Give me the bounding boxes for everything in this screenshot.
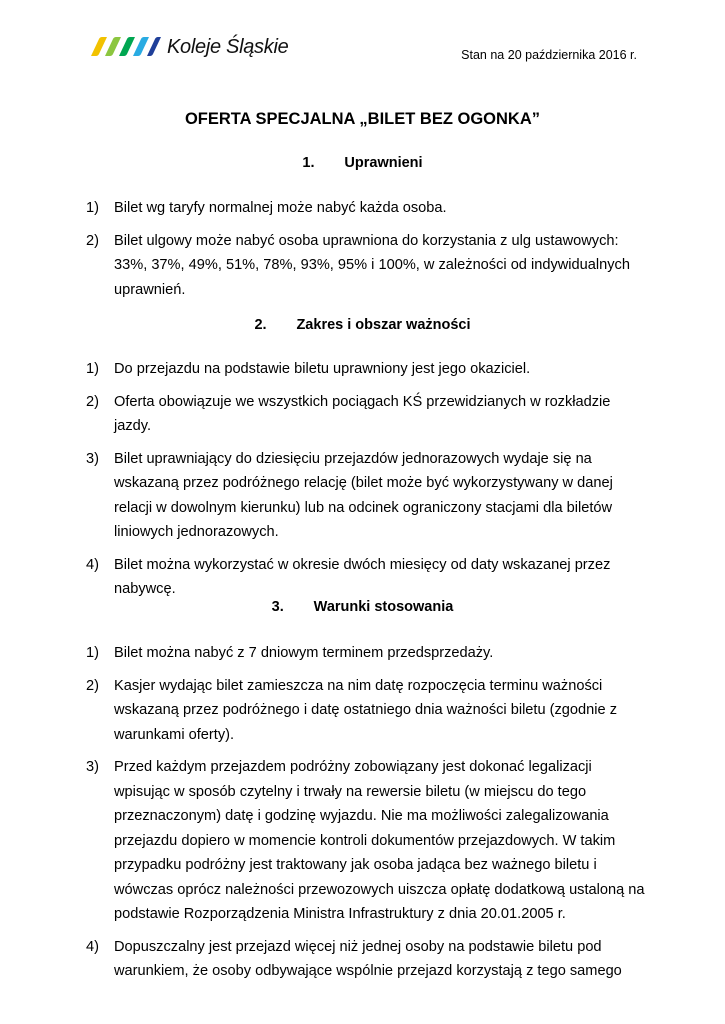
list-item: 4) Bilet można wykorzystać w okresie dwóch miesięcy od daty wskazanej przez nabywcę. [86, 556, 611, 597]
section-number: 2. [254, 317, 267, 333]
section-number: 1. [302, 155, 315, 171]
section-number: 3. [271, 599, 284, 615]
section-title: Zakres i obszar ważności [296, 317, 471, 333]
list-item: 3) Bilet uprawniający do dziesięciu przejazdów jednorazowych wydaje się na wskazaną przez podróżnego relację (bilet może być wykorzystywany w danej relacji w dowolnym kierunku) lub na odcinek ograniczony stacjami dla biletów liniowych jednorazowych. [86, 450, 613, 540]
document-date: Stan na 20 października 2016 r. [461, 48, 637, 62]
section-heading-1 [0, 155, 725, 171]
logo-stripes-icon [89, 36, 161, 58]
list-item: 1) Bilet można nabyć z 7 dniowym terminem przedsprzedaży. [86, 645, 494, 661]
list-item: 2) Oferta obowiązuje we wszystkich pociągach KŚ przewidzianych w rozkładzie jazdy. [86, 393, 611, 434]
section-heading-2 [0, 317, 725, 333]
section-title: Uprawnieni [344, 155, 423, 171]
list-item: 1) Do przejazdu na podstawie biletu uprawniony jest jego okaziciel. [86, 361, 531, 377]
section-title: Warunki stosowania [313, 599, 454, 615]
list-item: 1) Bilet wg taryfy normalnej może nabyć każda osoba. [86, 200, 447, 216]
document-title: OFERTA SPECJALNA „BILET BEZ OGONKA” [184, 110, 541, 128]
koleje-slaskie-logo [89, 34, 288, 60]
section-heading-3 [0, 599, 725, 615]
section-1-list [86, 196, 646, 310]
list-item: 2) Kasjer wydając bilet zamieszcza na nim datę rozpoczęcia terminu ważności wskazaną przez podróżnego i datę ostatniego dnia ważności biletu (zgodnie z warunkami oferty). [86, 677, 617, 743]
list-item: 2) Bilet ulgowy może nabyć osoba uprawniona do korzystania z ulg ustawowych: 33%, 37%, 49%, 51%, 78%, 93%, 95% i 100%, w zależności od indywidualnych uprawnień. [86, 232, 630, 298]
list-item: 4) Dopuszczalny jest przejazd więcej niż jednej osoby na podstawie biletu pod warunkiem, że osoby odbywające wspólnie przejazd korzystają z tego samego [86, 938, 622, 979]
logo-text: Koleje Śląskie [167, 35, 289, 58]
section-2-list [86, 357, 646, 610]
section-3-list [86, 641, 646, 992]
list-item: 3) Przed każdym przejazdem podróżny zobowiązany jest dokonać legalizacji wpisując w sposób czytelny i trwały na rewersie biletu (w miejscu do tego przeznaczonym) datę i godzinę wyjazdu. Nie ma możliwości zalegalizowania przejazdu dopiero w momencie kontroli dokumentów przejazdowych. W takim przypadku podróżny jest traktowany jak osoba jadąca bez ważnego biletu i wówczas oprócz należności przewozowych uiszcza opłatę dodatkową ustaloną na podstawie Rozporządzenia Ministra Infrastruktury z dnia 20.01.2005 r. [86, 759, 645, 922]
